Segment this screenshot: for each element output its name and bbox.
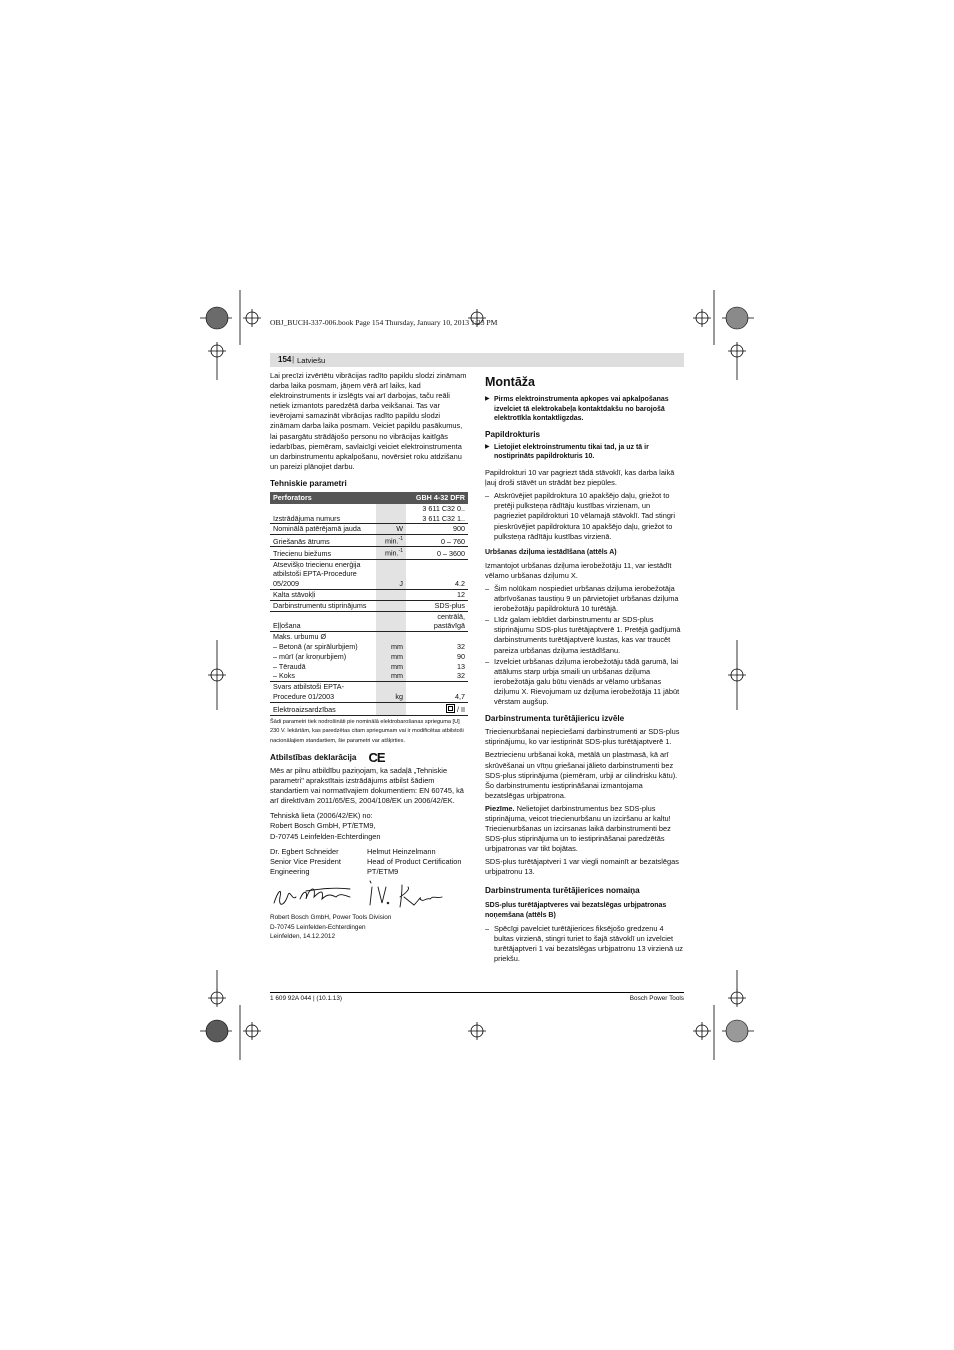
replace-subheading: SDS-plus turētājaptveres vai bezatslēgas urbjpatronas noņemšana (attēls B) [485, 901, 667, 919]
section-title: Montāža [485, 375, 535, 389]
spec-unit [376, 632, 406, 642]
table-row [270, 632, 468, 642]
replace-step-1: – Spēcīgi pavelciet turētājierices fiksējošo gredzenu 4 bultas virzienā, stingri turiet to šajā stāvoklī un izvelciet turētājaptveri 1 vai bezatslēgas urbjpatronu 13 virzienā uz priekšu. [485, 924, 684, 964]
spec-value: 12 [406, 589, 468, 600]
spec-label: Griešanās ātrums [270, 535, 376, 547]
declaration-heading: Atbilstības deklarācija [270, 752, 357, 762]
spec-unit: J [376, 559, 406, 589]
declaration-text: Mēs ar pilnu atbildību paziņojam, ka sadaļā „Tehniskie parametri" aprakstītais izstrādājums atbilst šādiem standartiem vai normatīvajiem dokumentiem: EN 60745, kā arī direktīvām 2011/65/ES, 2004/108/EK un 2006/42/EK. [270, 765, 464, 806]
table-row [270, 504, 468, 524]
spec-header-left: Perforators [270, 492, 376, 504]
table-row [270, 682, 468, 703]
spec-label: Darbinstrumentu stiprinājums [270, 600, 376, 611]
spec-unit: W [376, 524, 406, 535]
table-row [270, 535, 468, 547]
company-address: Robert Bosch GmbH, Power Tools Division D-70745 Leinfelden-Echterdingen Leinfelden, 14.12.2012 [270, 913, 392, 941]
spec-value: / II [406, 702, 468, 715]
spec-label: Atsevišķo triecienu enerģija atbilstoši EPTA-Procedure 05/2009 [270, 559, 376, 589]
spec-value: 4,7 [406, 682, 468, 703]
depth-text: Izmantojot urbšanas dziļuma ierobežotāju 11, var iestādīt vēlamo urbšanas dziļumu X. [485, 560, 672, 580]
spec-label: – Koks [270, 671, 376, 681]
table-row [270, 642, 468, 652]
warning-unplug: ▶ Pirms elektroinstrumenta apkopes vai apkalpošanas izvelciet tā elektrokabeļa kontaktdakšu no barojošā elektrotīkla kontaktligzdas. [485, 395, 684, 424]
spec-label: Eļļošana [270, 611, 376, 632]
intro-paragraph: Lai precīzi izvērtētu vibrācijas radīto papildu slodzi zināmam darba laika posmam, jāņem vērā arī laiks, kad elektroinstruments ir izslēgts vai arī darbojas, taču reāli netiek izmantots paredzētā darba veikšanai. Tas var ievērojami samazināt vibrācijas radīto papildu slodzi zināmam darba laika posmam. Veiciet papildu pasākumus, lai pasargātu strādājošo personu no vibrācijas kaitīgās iedarbības, piemēram, savlaicīgi veiciet elektroinstrumenta un darbinstrumentu apkalpošanu, novērsiet roku atdzišanu un pareizi plānojiet darbu. [270, 371, 467, 471]
depth-step-2: – Līdz galam iebīdiet darbinstrumentu ar SDS-plus stiprinājumu SDS-plus turētājaptverē 1. Pretējā gadījumā darbinstruments turētājaptverē kustas, kas var traucēt pareiza urbšanas dziļuma iestādīšanu. [485, 615, 684, 655]
tool-selection-heading: Darbinstrumenta turētājiericu izvēle [485, 714, 625, 724]
spec-value: 0 – 3600 [406, 547, 468, 559]
spec-unit: min.$^{-1}$ [376, 547, 406, 559]
warning-aux-handle: ▶ Lietojiet elektroinstrumentu tikai tad, ja uz tā ir nostiprināts papildrokturis 10. [485, 443, 684, 462]
tool-selection-text-1: Triecienurbšanai nepieciešami darbinstrumenti ar SDS-plus stiprinājumu, ko var iestiprināt SDS-plus turētājaptverē 1. [485, 727, 680, 747]
footer-doc-number: 1 609 92A 044 | (10.1.13) [270, 995, 343, 1002]
spec-unit [376, 589, 406, 600]
spec-unit [376, 702, 406, 715]
spec-label: Nominālā patērējamā jauda [270, 524, 376, 535]
spec-table [270, 492, 468, 716]
file-header: OBJ_BUCH-337-006.book Page 154 Thursday, January 10, 2013 1:23 PM [270, 318, 498, 327]
table-row [270, 559, 468, 589]
page-number: 154 [278, 355, 292, 364]
spec-value: 4.2 [406, 559, 468, 589]
spec-label: – Tēraudā [273, 661, 306, 671]
signer-2: Helmut Heinzelmann Head of Product Certification PT/ETM9 [367, 846, 462, 876]
signature-image [270, 877, 469, 913]
ce-mark-icon: CE [368, 749, 385, 765]
spec-value: 13 [457, 661, 465, 671]
spec-value: 3 611 C32 0.. 3 611 C32 1.. [406, 504, 468, 524]
spec-unit [376, 600, 406, 611]
spec-label: – Betonā (ar spirālurbjiem) [273, 641, 358, 651]
tech-heading: Tehniskie parametri [270, 478, 347, 488]
spec-value: 90 [457, 651, 465, 661]
note-label: Piezīme. [485, 803, 515, 813]
spec-unit: mm [376, 642, 406, 652]
depth-step-1: – Šim nolūkam nospiediet urbšanas dziļuma ierobežotāja atbrīvošanas taustiņu 9 un pārvietojiet urbšanas dziļuma ierobežotāju papildrokturā 10 turētājā. [485, 584, 684, 614]
note-text: Nelietojiet darbinstrumentus bez SDS-plus stiprinājuma, veicot triecienurbšanu un izciršanu ar kaltu! Triecienurbšanas un izcirsanas laikā darbinstrumenti bez SDS-plus stiprinājuma un to iestiprināšanai paredzētās urbjpatronas var tikt bojātas. [485, 803, 671, 854]
table-row [270, 671, 468, 681]
spec-unit: kg [376, 682, 406, 703]
spec-unit: mm [376, 671, 406, 681]
tool-selection-text-2: Beztriecienu urbšanai kokā, metālā un plastmasā, kā arī skrūvēšanai un vītņu griešanai jālieto darbinstrumenti bez SDS-plus stiprinājuma (piemēram, urbji ar cilindrisku kātu). Šo darbinstrumentu iestiprināšanai izmantojama bezatslēgas urbjpatrona. [485, 750, 678, 800]
signer-1: Dr. Egbert Schneider Senior Vice President Engineering [270, 846, 341, 876]
spec-unit [376, 611, 406, 632]
spec-unit: min.$^{-1}$ [376, 535, 406, 547]
left-column [270, 371, 469, 945]
spec-value: 900 [406, 524, 468, 535]
header-separator: | [292, 354, 295, 364]
table-row [270, 611, 468, 632]
spec-unit: mm [376, 652, 406, 662]
spec-unit: mm [376, 662, 406, 672]
table-row [270, 547, 468, 559]
spec-value: 0 – 760 [406, 535, 468, 547]
tool-selection-note [485, 804, 684, 854]
signers [270, 847, 469, 877]
right-column [485, 371, 684, 965]
spec-label: Elektroaizsardzības [270, 702, 376, 715]
spec-value: SDS-plus [406, 600, 468, 611]
table-row [270, 600, 468, 611]
aux-handle-heading: Papildrokturis [485, 429, 541, 439]
spec-value: 32 [457, 641, 465, 651]
table-row [270, 589, 468, 600]
spec-value [406, 632, 468, 642]
footer-rule [270, 992, 684, 993]
spec-header-right: GBH 4-32 DFR [406, 492, 468, 504]
table-footnote: Šādi parametri tiek nodrošināti pie nominālā elektrobarošanas sprieguma [U] 230 V. Iekārtām, kas paredzētas citam spriegumam vai ir modificētas atbilstoši nacionālajiem standartiem, šie parametri var atšķirties. [270, 718, 464, 744]
footer-brand: Bosch Power Tools [629, 995, 684, 1002]
spec-unit [376, 504, 406, 524]
spec-label: Maks. urbumu Ø [273, 632, 327, 642]
declaration-heading-row [270, 749, 469, 765]
aux-handle-step: – Atskrūvējiet papildroktura 10 apakšējo daļu, griežot to pretēji pulksteņa rādītāju kustības virzienam, un pagrieziet papildrokturi 10 vēlamajā stāvoklī. Tad stingri pieskrūvējiet papildroktura 10 apakšējo daļu, griežot to pulksteņa rādītāju kustības virzienā. [485, 491, 684, 541]
tool-selection-text-3: SDS-plus turētājaptveri 1 var viegli nomainīt ar bezatslēgas urbjpatronu 13. [485, 857, 679, 877]
page-language: Latviešu [297, 356, 326, 365]
spec-value: 32 [406, 671, 468, 681]
table-row [270, 702, 468, 715]
depth-heading: Urbšanas dziļuma iestādīšana (attēls A) [485, 548, 617, 556]
spec-value: centrālā, pastāvīgā [406, 611, 468, 632]
spec-label: Kalta stāvokļi [270, 589, 376, 600]
aux-handle-text: Papildrokturi 10 var pagriezt tādā stāvoklī, kas darba laikā ļauj droši stāvēt un strādāt bez piepūles. [485, 468, 675, 488]
signatures [270, 877, 469, 913]
table-row [270, 524, 468, 535]
spec-label: – mūrī (ar kroņurbjiem) [273, 651, 347, 661]
spec-label: Izstrādājuma numurs [270, 504, 376, 524]
table-row [270, 652, 468, 662]
spec-label: Triecienu biežums [270, 547, 376, 559]
spec-label: Svars atbilstoši EPTA-Procedure 01/2003 [270, 682, 376, 703]
protection-class-icon [446, 704, 455, 713]
table-row [270, 662, 468, 672]
technical-file: Tehniskā lieta (2006/42/EK) no: Robert Bosch GmbH, PT/ETM9, D-70745 Leinfelden-Echterdingen [270, 811, 381, 841]
replace-heading: Darbinstrumenta turētājierices nomaiņa [485, 885, 640, 895]
depth-step-3: – Izvelciet urbšanas dziļuma ierobežotāju tādā garumā, lai attālums starp urbja smaili un urbšanas dziļuma ierobežotāja galu būtu vienāds ar vēlamo urbšanas dziļumu X. Rievojumam uz dziļuma ierobežotāja 11 jābūt vērstam augšup. [485, 657, 684, 707]
page-header-bar [270, 353, 684, 367]
